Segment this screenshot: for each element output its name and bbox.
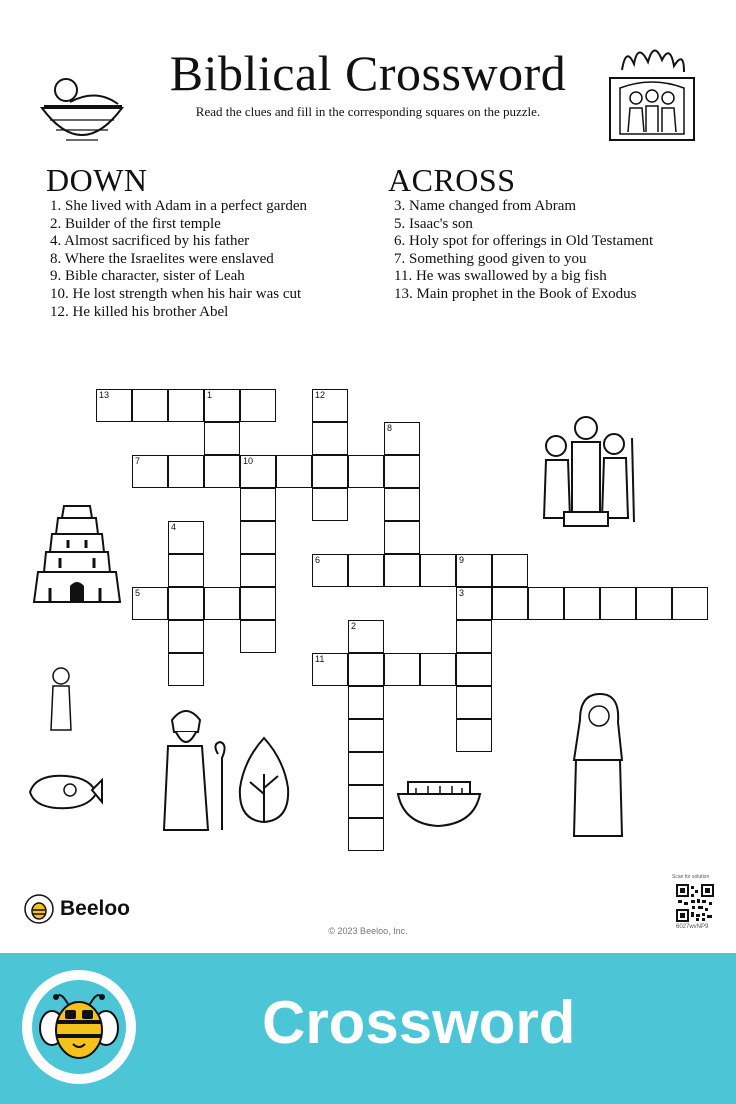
grid-cell[interactable] [132,587,168,620]
grid-cell[interactable] [168,455,204,488]
grid-cell[interactable] [672,587,708,620]
clue-number: 13 [99,390,110,400]
down-clue: 8. Where the Israelites were enslaved [50,250,274,267]
grid-cell[interactable] [132,389,168,422]
grid-cell[interactable] [348,818,384,851]
clue-number: 2 [351,621,357,631]
woman-figure-icon [46,664,76,734]
page-subtitle: Read the clues and fill in the corresponding squares on the puzzle. [195,104,541,119]
grid-cell[interactable] [240,389,276,422]
grid-cell[interactable] [204,455,240,488]
grid-cell[interactable] [492,587,528,620]
grid-cell[interactable] [168,587,204,620]
grid-cell[interactable] [240,455,276,488]
clue-number: 11 [315,654,325,664]
grid-cell[interactable] [348,554,384,587]
grid-cell[interactable] [600,587,636,620]
down-clue: 2. Builder of the first temple [50,215,221,232]
grid-cell[interactable] [384,653,420,686]
grid-cell[interactable] [168,521,204,554]
banner-label: Crossword [262,989,576,1056]
grid-cell[interactable] [564,587,600,620]
grid-cell[interactable] [168,653,204,686]
down-clue: 10. He lost strength when his hair was cut [50,285,302,302]
down-clue: 9. Bible character, sister of Leah [50,268,245,285]
grid-cell[interactable] [348,620,384,653]
grid-cell[interactable] [348,455,384,488]
grid-cell[interactable] [492,554,528,587]
grid-cell[interactable] [312,653,348,686]
clue-number: 12 [315,390,326,400]
grid-cell[interactable] [348,752,384,785]
grid-cell[interactable] [204,389,240,422]
grid-cell[interactable] [456,620,492,653]
grid-cell[interactable] [348,653,384,686]
across-clue: 6. Holy spot for offerings in Old Testament [394,233,654,250]
page-title: Biblical Crossword [169,45,567,101]
down-clue: 12. He killed his brother Abel [50,303,229,320]
grid-cell[interactable] [456,686,492,719]
grid-cell[interactable] [636,587,672,620]
clue-number: 10 [243,456,254,466]
qr-label: Scan for solution [672,874,710,880]
brand-name: Beeloo [60,897,131,920]
clue-number: 9 [459,555,465,565]
grid-cell[interactable] [132,455,168,488]
grid-cell[interactable] [348,686,384,719]
grid-cell[interactable] [96,389,132,422]
grid-cell[interactable] [312,488,348,521]
grid-cell[interactable] [312,422,348,455]
grid-cell[interactable] [456,587,492,620]
grid-cell[interactable] [456,554,492,587]
bee-icon [24,894,54,924]
across-heading: ACROSS [388,162,516,198]
across-clue: 13. Main prophet in the Book of Exodus [394,285,637,302]
grid-cell[interactable] [168,620,204,653]
grid-cell[interactable] [420,554,456,587]
across-clue: 7. Something good given to you [394,250,587,267]
beeloo-logo [24,894,130,924]
grid-cell[interactable] [384,455,420,488]
grid-cell[interactable] [420,653,456,686]
clue-number: 1 [207,390,213,400]
clue-number: 5 [135,588,141,598]
grid-cell[interactable] [384,422,420,455]
grid-cell[interactable] [168,554,204,587]
down-clue: 4. Almost sacrificed by his father [50,233,250,250]
grid-cell[interactable] [204,587,240,620]
grid-cell[interactable] [240,620,276,653]
grid-cell[interactable] [312,389,348,422]
tower-of-babel-icon [30,502,124,606]
grid-cell[interactable] [456,719,492,752]
bee-mascot-icon [38,986,120,1068]
disciples-icon [534,408,642,532]
grid-cell[interactable] [168,389,204,422]
grid-cell[interactable] [240,488,276,521]
grid-cell[interactable] [348,719,384,752]
clue-number: 4 [171,522,177,532]
grid-cell[interactable] [384,554,420,587]
down-clue: 1. She lived with Adam in a perfect garden [50,198,308,214]
clue-number: 6 [315,555,321,565]
copyright-text: © 2023 Beeloo, Inc. [328,926,408,936]
grid-cell[interactable] [312,455,348,488]
clue-number: 7 [135,456,141,466]
grid-cell[interactable] [240,587,276,620]
whale-icon [26,770,104,814]
grid-cell[interactable] [240,554,276,587]
qr-code-id: 6027wvNP9 [676,924,709,930]
grid-cell[interactable] [528,587,564,620]
clue-number: 3 [459,588,465,598]
down-heading: DOWN [46,162,148,198]
grid-cell[interactable] [276,455,312,488]
qr-icon[interactable] [676,884,714,922]
grid-cell[interactable] [348,785,384,818]
grid-cell[interactable] [456,653,492,686]
across-clue: 3. Name changed from Abram [394,198,577,214]
burning-bush-icon [232,734,296,830]
ark-icon [394,774,484,830]
grid-cell[interactable] [240,521,276,554]
clue-number: 8 [387,423,393,433]
grid-cell[interactable] [312,554,348,587]
moses-staff-icon [150,702,236,834]
grid-cell[interactable] [384,521,420,554]
across-clue: 11. He was swallowed by a big fish [394,268,607,285]
grid-cell[interactable] [204,422,240,455]
grid-cell[interactable] [384,488,420,521]
mary-icon [566,690,630,842]
across-clue: 5. Isaac's son [394,215,473,232]
